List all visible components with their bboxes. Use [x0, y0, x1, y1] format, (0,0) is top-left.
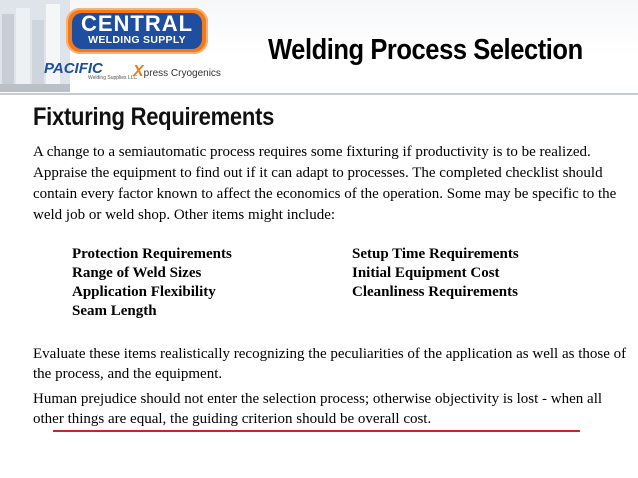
pacific-logo: PACIFIC [44, 60, 103, 77]
intro-paragraph: A change to a semiautomatic process requires some fixturing if productivity is to be realized. Appraise the equipment to find out if it can adapt to processes. The completed checklist should contain every factor known to affect the economics of the operation. Some may be specific to the weld job or weld shop. Other items might include: [33, 144, 617, 223]
logo-brand-subtext: WELDING SUPPLY [88, 34, 186, 46]
checklist-item: Cleanliness Requirements [352, 284, 518, 300]
checklist-right-column [352, 245, 519, 302]
pacific-logo-subtext: Welding Supplies LLC [88, 75, 138, 81]
prejudice-paragraph: Human prejudice should not enter the selection process; otherwise objectivity is lost - when all other things are equal, the guiding criterion should be overall cost. [33, 391, 603, 427]
xpress-x-glyph: X [133, 63, 144, 80]
slide-title: Welding Process Selection [268, 34, 583, 66]
section-heading: Fixturing Requirements [33, 103, 275, 131]
checklist-item: Seam Length [72, 303, 157, 319]
central-welding-supply-logo [66, 8, 208, 54]
footer-divider [53, 430, 580, 432]
slide-header [0, 0, 638, 92]
checklist-left-column [72, 245, 232, 321]
header-divider [0, 93, 638, 95]
checklist-item: Range of Weld Sizes [72, 265, 202, 281]
xpress-cryogenics-logo [133, 63, 221, 81]
checklist-item: Protection Requirements [72, 246, 232, 262]
industrial-silos-image [0, 0, 70, 92]
evaluation-paragraph: Evaluate these items realistically recognizing the peculiarities of the application as well as those of the process, and the equipment. [33, 346, 627, 382]
logo-brand-text: CENTRAL [80, 11, 194, 36]
checklist-item: Setup Time Requirements [352, 246, 519, 262]
xpress-logo-text: press Cryogenics [143, 68, 221, 79]
checklist-item: Application Flexibility [72, 284, 216, 300]
checklist-item: Initial Equipment Cost [352, 265, 500, 281]
